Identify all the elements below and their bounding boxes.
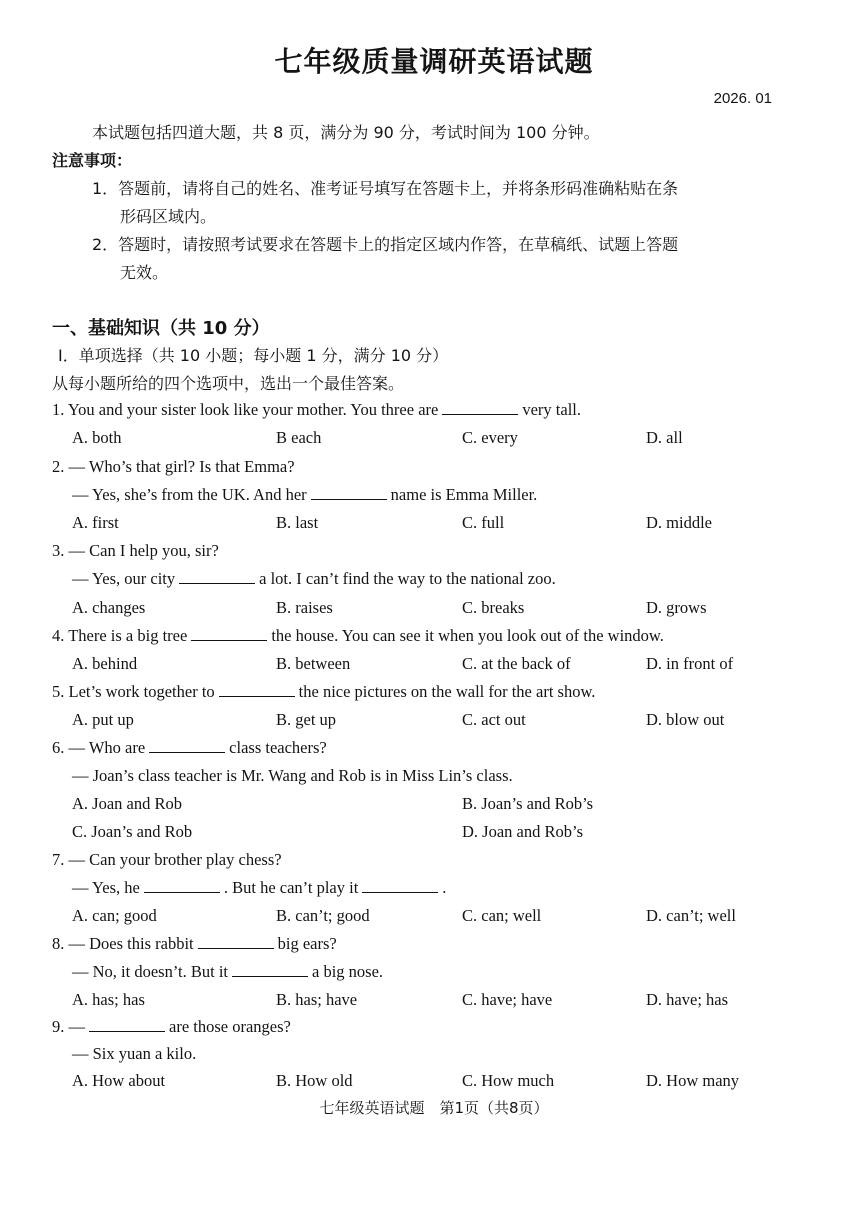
option-c: C. can; well [462, 906, 542, 925]
option-c: C. How much [462, 1071, 555, 1090]
question-text: 8. — Does this rabbit [52, 934, 194, 953]
notice-1-line-2: 形码区域内。 [120, 207, 217, 226]
option-b: B. can’t; good [276, 906, 370, 925]
question-7-answer-line [72, 878, 446, 898]
question-3: 3. — Can I help you, sir? [52, 541, 219, 560]
question-text: the house. You can see it when you look out of the window. [271, 626, 664, 645]
option-c: C. act out [462, 710, 526, 729]
option-a: A. How about [72, 1071, 166, 1090]
question-text: 5. Let’s work together to [52, 682, 215, 701]
section-1-heading: 一、基础知识（共 10 分） [52, 318, 270, 339]
question-3-answer-line [72, 569, 556, 589]
question-text: 9. — [52, 1017, 85, 1036]
option-a: A. changes [72, 598, 146, 617]
question-text: big ears? [277, 934, 337, 953]
option-a: A. put up [72, 710, 134, 729]
question-text: — Yes, she’s from the UK. And her [72, 485, 307, 504]
option-a: A. Joan and Rob [72, 794, 182, 813]
option-c: C. Joan’s and Rob [72, 822, 193, 841]
option-a: A. has; has [72, 990, 145, 1009]
notice-heading: 注意事项： [52, 151, 133, 170]
question-6 [52, 738, 327, 758]
intro-text: 本试题包括四道大题，共 8 页，满分为 90 分，考试时间为 100 分钟。 [92, 123, 600, 142]
exam-date: 2026. 01 [713, 90, 772, 107]
option-d: D. have; has [646, 990, 729, 1009]
notice-1-line-1: 1．答题前，请将自己的姓名、准考证号填写在答题卡上，并将条形码准确粘贴在条 [92, 179, 679, 198]
question-text: — No, it doesn’t. But it [72, 962, 228, 981]
question-7: 7. — Can your brother play chess? [52, 850, 282, 869]
question-text: 4. There is a big tree [52, 626, 188, 645]
question-text: name is Emma Miller. [390, 485, 538, 504]
option-d: D. middle [646, 513, 712, 532]
question-text: are those oranges? [169, 1017, 291, 1036]
question-9 [52, 1017, 291, 1037]
option-c: C. breaks [462, 598, 525, 617]
answer-blank [89, 1030, 165, 1032]
part-1-heading: Ⅰ．单项选择（共 10 小题；每小题 1 分，满分 10 分） [58, 346, 449, 365]
option-d: D. blow out [646, 710, 725, 729]
question-text: . But he can’t play it [223, 878, 359, 897]
notice-2-line-2: 无效。 [120, 263, 169, 282]
exam-title: 七年级质量调研英语试题 [274, 45, 594, 78]
option-d: D. all [646, 428, 683, 447]
option-b: B. How old [276, 1071, 353, 1090]
question-1 [52, 400, 581, 420]
answer-blank [311, 498, 387, 500]
option-d: D. grows [646, 598, 707, 617]
notice-2-line-1: 2．答题时，请按照考试要求在答题卡上的指定区域内作答，在草稿纸、试题上答题 [92, 235, 679, 254]
question-8 [52, 934, 337, 954]
option-a: A. both [72, 428, 122, 447]
option-c: C. at the back of [462, 654, 571, 673]
option-d: D. How many [646, 1071, 740, 1090]
question-text: 6. — Who are [52, 738, 146, 757]
option-c: C. full [462, 513, 505, 532]
option-b: B. Joan’s and Rob’s [462, 794, 594, 813]
question-2-answer-line [72, 485, 537, 505]
answer-blank [362, 891, 438, 893]
question-text: very tall. [522, 400, 581, 419]
instruction-text: 从每小题所给的四个选项中，选出一个最佳答案。 [52, 374, 405, 393]
question-text: the nice pictures on the wall for the art show. [298, 682, 596, 701]
option-b: B. get up [276, 710, 337, 729]
answer-blank [144, 891, 220, 893]
option-a: A. behind [72, 654, 138, 673]
option-d: D. in front of [646, 654, 734, 673]
question-text: a big nose. [312, 962, 384, 981]
answer-blank [198, 947, 274, 949]
question-text: — Yes, he [72, 878, 140, 897]
option-d: D. Joan and Rob’s [462, 822, 583, 841]
page-footer: 七年级英语试题 第1页（共8页） [319, 1099, 549, 1117]
answer-blank [179, 582, 255, 584]
question-text: class teachers? [229, 738, 327, 757]
option-d: D. can’t; well [646, 906, 736, 925]
question-text: a lot. I can’t find the way to the national zoo. [259, 569, 556, 588]
question-9-answer-line: — Six yuan a kilo. [72, 1044, 197, 1063]
question-text: — Yes, our city [72, 569, 176, 588]
question-8-answer-line [72, 962, 383, 982]
answer-blank [442, 413, 518, 415]
answer-blank [149, 751, 225, 753]
answer-blank [219, 695, 295, 697]
option-a: A. first [72, 513, 119, 532]
option-b: B. raises [276, 598, 333, 617]
option-c: C. every [462, 428, 518, 447]
answer-blank [232, 975, 308, 977]
question-text: . [442, 878, 447, 897]
option-b: B each [276, 428, 322, 447]
question-5 [52, 682, 595, 702]
question-2: 2. — Who’s that girl? Is that Emma? [52, 457, 295, 476]
option-b: B. last [276, 513, 319, 532]
question-text: 1. You and your sister look like your mother. You three are [52, 400, 439, 419]
option-b: B. has; have [276, 990, 358, 1009]
option-c: C. have; have [462, 990, 553, 1009]
option-b: B. between [276, 654, 351, 673]
question-4 [52, 626, 664, 646]
answer-blank [191, 639, 267, 641]
option-a: A. can; good [72, 906, 157, 925]
question-6-answer-line: — Joan’s class teacher is Mr. Wang and Rob is in Miss Lin’s class. [72, 766, 513, 785]
